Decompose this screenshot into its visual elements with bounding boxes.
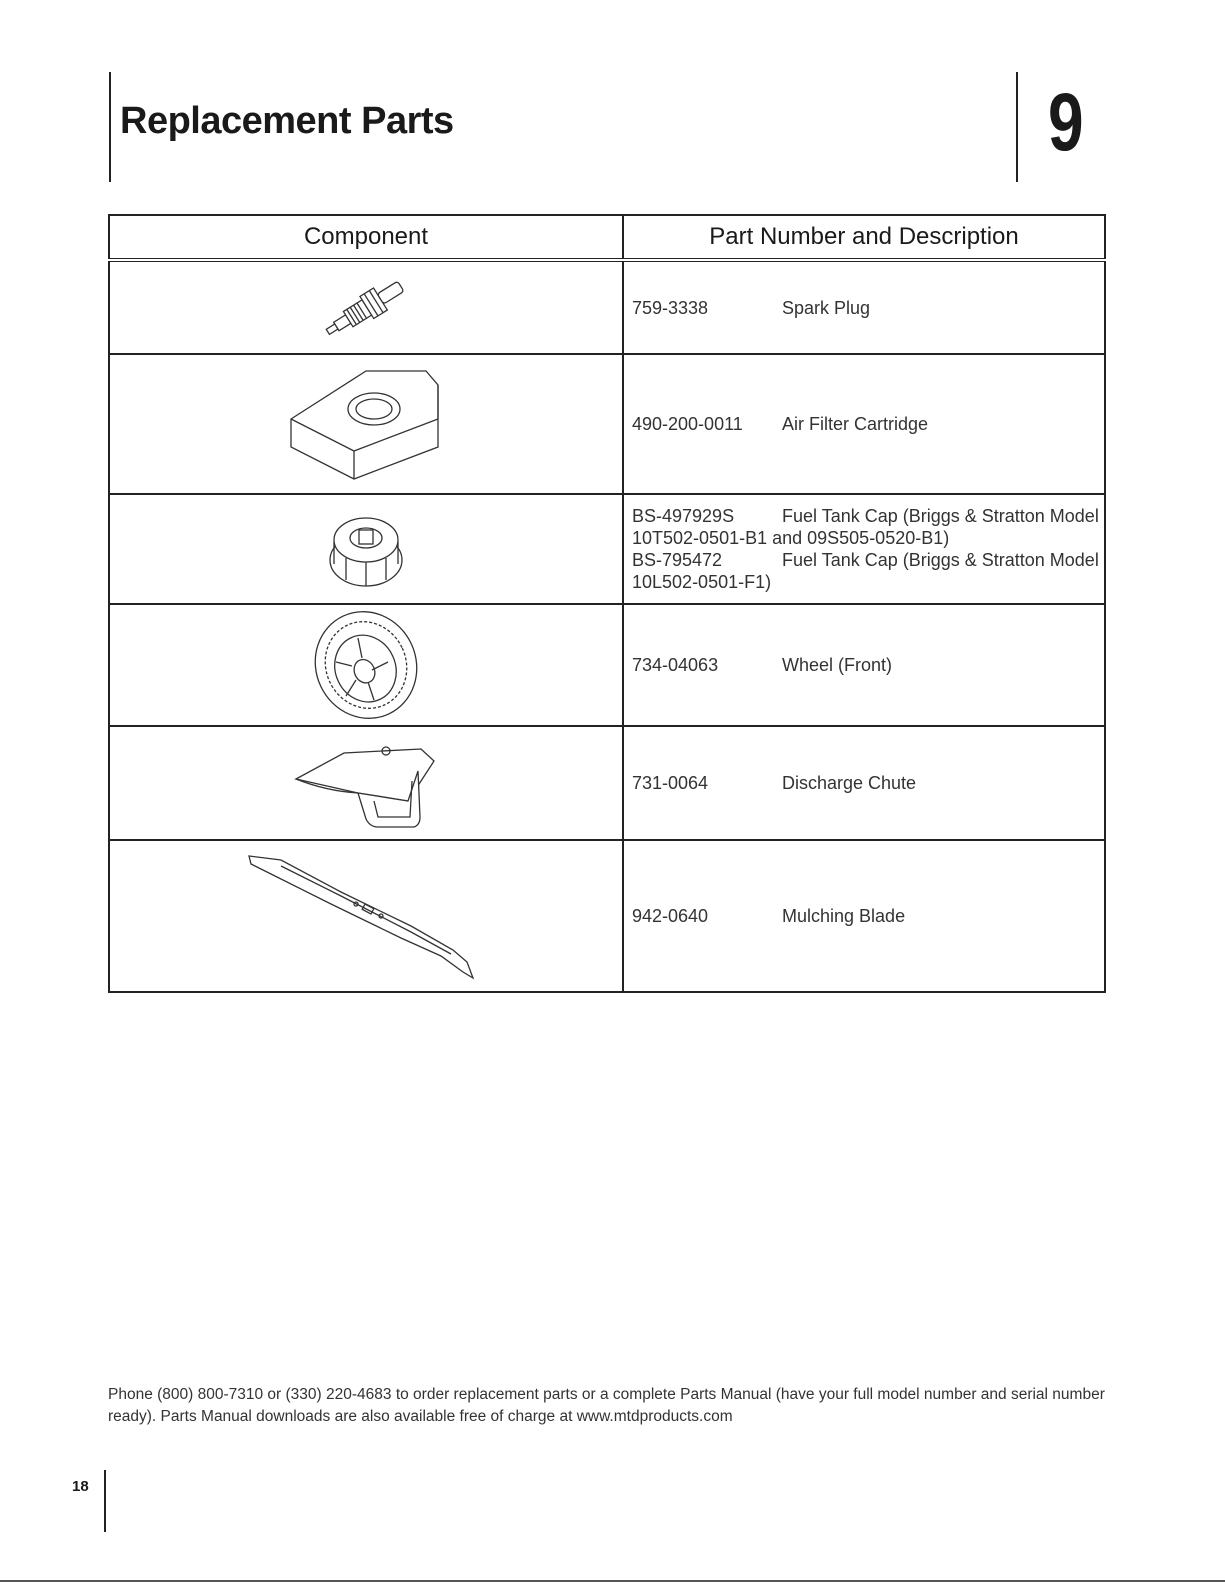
- part-description: Mulching Blade: [782, 906, 906, 926]
- part-line: [632, 654, 1104, 676]
- wheel-icon: [306, 606, 426, 724]
- part-number: 942-0640: [632, 906, 709, 926]
- part-description-continued: 10L502-0501-F1): [632, 572, 772, 592]
- part-line: [632, 505, 1104, 527]
- part-description: Fuel Tank Cap (Briggs & Stratton Model: [782, 506, 1099, 526]
- table-row: [109, 604, 1105, 726]
- part-number: 734-04063: [632, 655, 719, 675]
- component-cell: [109, 260, 623, 354]
- page-number-divider: [104, 1470, 106, 1532]
- part-description: Discharge Chute: [782, 773, 917, 793]
- part-line: [632, 413, 1104, 435]
- part-description: Fuel Tank Cap (Briggs & Stratton Model: [782, 550, 1099, 570]
- part-description-cell: [623, 840, 1105, 992]
- ordering-note: Phone (800) 800-7310 or (330) 220-4683 to order replacement parts or a complete Parts Manual (have your full model number and serial number ready). Parts Manual downloads are also available free of charge at www.mtdproducts.com: [108, 1386, 1105, 1425]
- component-cell: [109, 604, 623, 726]
- component-cell: [109, 840, 623, 992]
- fuel-cap-icon: [321, 502, 411, 597]
- part-line: [632, 297, 1104, 319]
- part-number: 731-0064: [632, 773, 709, 793]
- part-description-cell: [623, 726, 1105, 840]
- component-cell: [109, 726, 623, 840]
- part-line: [632, 772, 1104, 794]
- part-number: 759-3338: [632, 297, 709, 318]
- table-row: [109, 494, 1105, 604]
- part-description-cell: [623, 494, 1105, 604]
- bottom-rule: [0, 1580, 1225, 1582]
- part-description-cell: [623, 354, 1105, 494]
- component-cell: [109, 354, 623, 494]
- part-description-cell: [623, 260, 1105, 354]
- component-cell: [109, 494, 623, 604]
- part-description-cell: [623, 604, 1105, 726]
- spark-plug-icon: [311, 273, 421, 343]
- table-row: [109, 840, 1105, 992]
- table-header-row: [109, 215, 1105, 260]
- part-description: Wheel (Front): [782, 655, 893, 675]
- part-description: Air Filter Cartridge: [782, 414, 929, 434]
- column-header-component: Component: [109, 215, 623, 260]
- column-header-part-number: Part Number and Description: [623, 215, 1105, 260]
- parts-table: [108, 214, 1106, 993]
- page-number: 18: [72, 1478, 89, 1495]
- table-row: [109, 726, 1105, 840]
- title-divider: [109, 72, 111, 182]
- air-filter-icon: [276, 359, 456, 489]
- part-line: [632, 905, 1104, 927]
- chapter-number: 9: [1048, 77, 1084, 168]
- part-line: [632, 549, 1104, 571]
- chapter-divider: [1016, 72, 1018, 182]
- part-number: BS-497929S: [632, 506, 735, 526]
- part-number: 490-200-0011: [632, 414, 743, 434]
- page-title: Replacement Parts: [120, 100, 454, 142]
- part-description-continued: 10T502-0501-B1 and 09S505-0520-B1): [632, 528, 950, 548]
- table-row: [109, 260, 1105, 354]
- discharge-chute-icon: [286, 731, 446, 835]
- part-description: Spark Plug: [782, 297, 871, 318]
- part-number: BS-795472: [632, 550, 723, 570]
- table-row: [109, 354, 1105, 494]
- mulching-blade-icon: [241, 846, 491, 986]
